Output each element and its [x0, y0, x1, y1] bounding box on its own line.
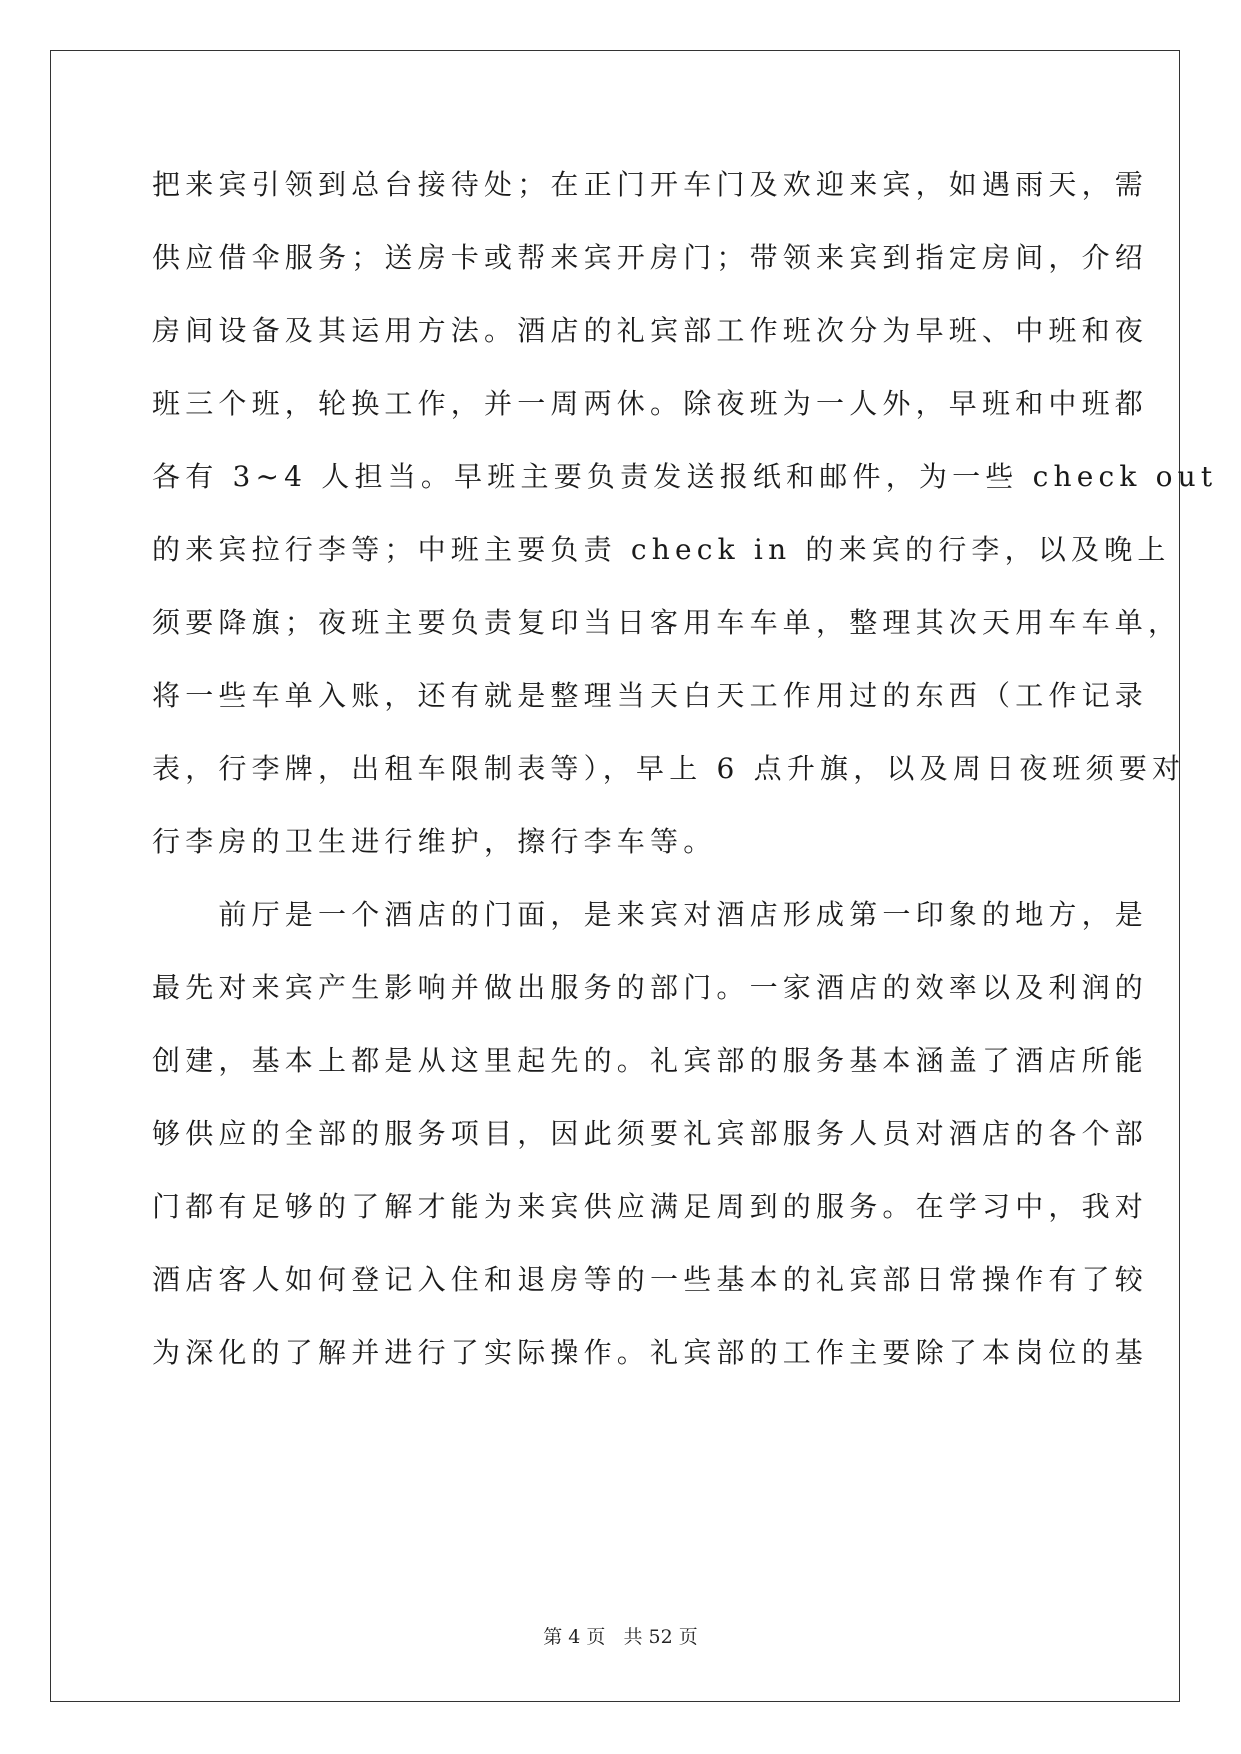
- page-number: 第 4 页: [543, 1626, 606, 1648]
- text-line: 够供应的全部的服务项目，因此须要礼宾部服务人员对酒店的各个部: [152, 1117, 1149, 1150]
- text-line: 班三个班，轮换工作，并一周两休。除夜班为一人外，早班和中班都: [152, 387, 1149, 420]
- text-line: 房间设备及其运用方法。酒店的礼宾部工作班次分为早班、中班和夜: [152, 314, 1149, 347]
- text-line: 把来宾引领到总台接待处；在正门开车门及欢迎来宾，如遇雨天，需: [152, 168, 1149, 201]
- text-line: 最先对来宾产生影响并做出服务的部门。一家酒店的效率以及利润的: [152, 971, 1149, 1004]
- text-line: 将一些车单入账，还有就是整理当天白天工作用过的东西（工作记录: [152, 679, 1149, 712]
- text-line: 供应借伞服务；送房卡或帮来宾开房门；带领来宾到指定房间，介绍: [152, 241, 1149, 274]
- page-footer: [0, 1622, 1241, 1649]
- text-line: 酒店客人如何登记入住和退房等的一些基本的礼宾部日常操作有了较: [152, 1263, 1149, 1296]
- text-line: 为深化的了解并进行了实际操作。礼宾部的工作主要除了本岗位的基: [152, 1336, 1149, 1369]
- text-line: 各有 3~4 人担当。早班主要负责发送报纸和邮件，为一些 check out: [152, 460, 1218, 493]
- text-line: 创建，基本上都是从这里起先的。礼宾部的服务基本涵盖了酒店所能: [152, 1044, 1149, 1077]
- text-line: 前厅是一个酒店的门面，是来宾对酒店形成第一印象的地方，是: [152, 898, 1149, 931]
- text-line: 须要降旗；夜班主要负责复印当日客用车车单，整理其次天用车车单，: [152, 606, 1182, 639]
- page-border: [50, 50, 1180, 1702]
- text-line: 门都有足够的了解才能为来宾供应满足周到的服务。在学习中，我对: [152, 1190, 1149, 1223]
- page-total: 共 52 页: [623, 1626, 698, 1648]
- text-line: 表，行李牌，出租车限制表等），早上 6 点升旗，以及周日夜班须要对: [152, 752, 1186, 785]
- text-line: 行李房的卫生进行维护，擦行李车等。: [152, 825, 717, 858]
- text-line: 的来宾拉行李等；中班主要负责 check in 的来宾的行李，以及晚上: [152, 533, 1171, 566]
